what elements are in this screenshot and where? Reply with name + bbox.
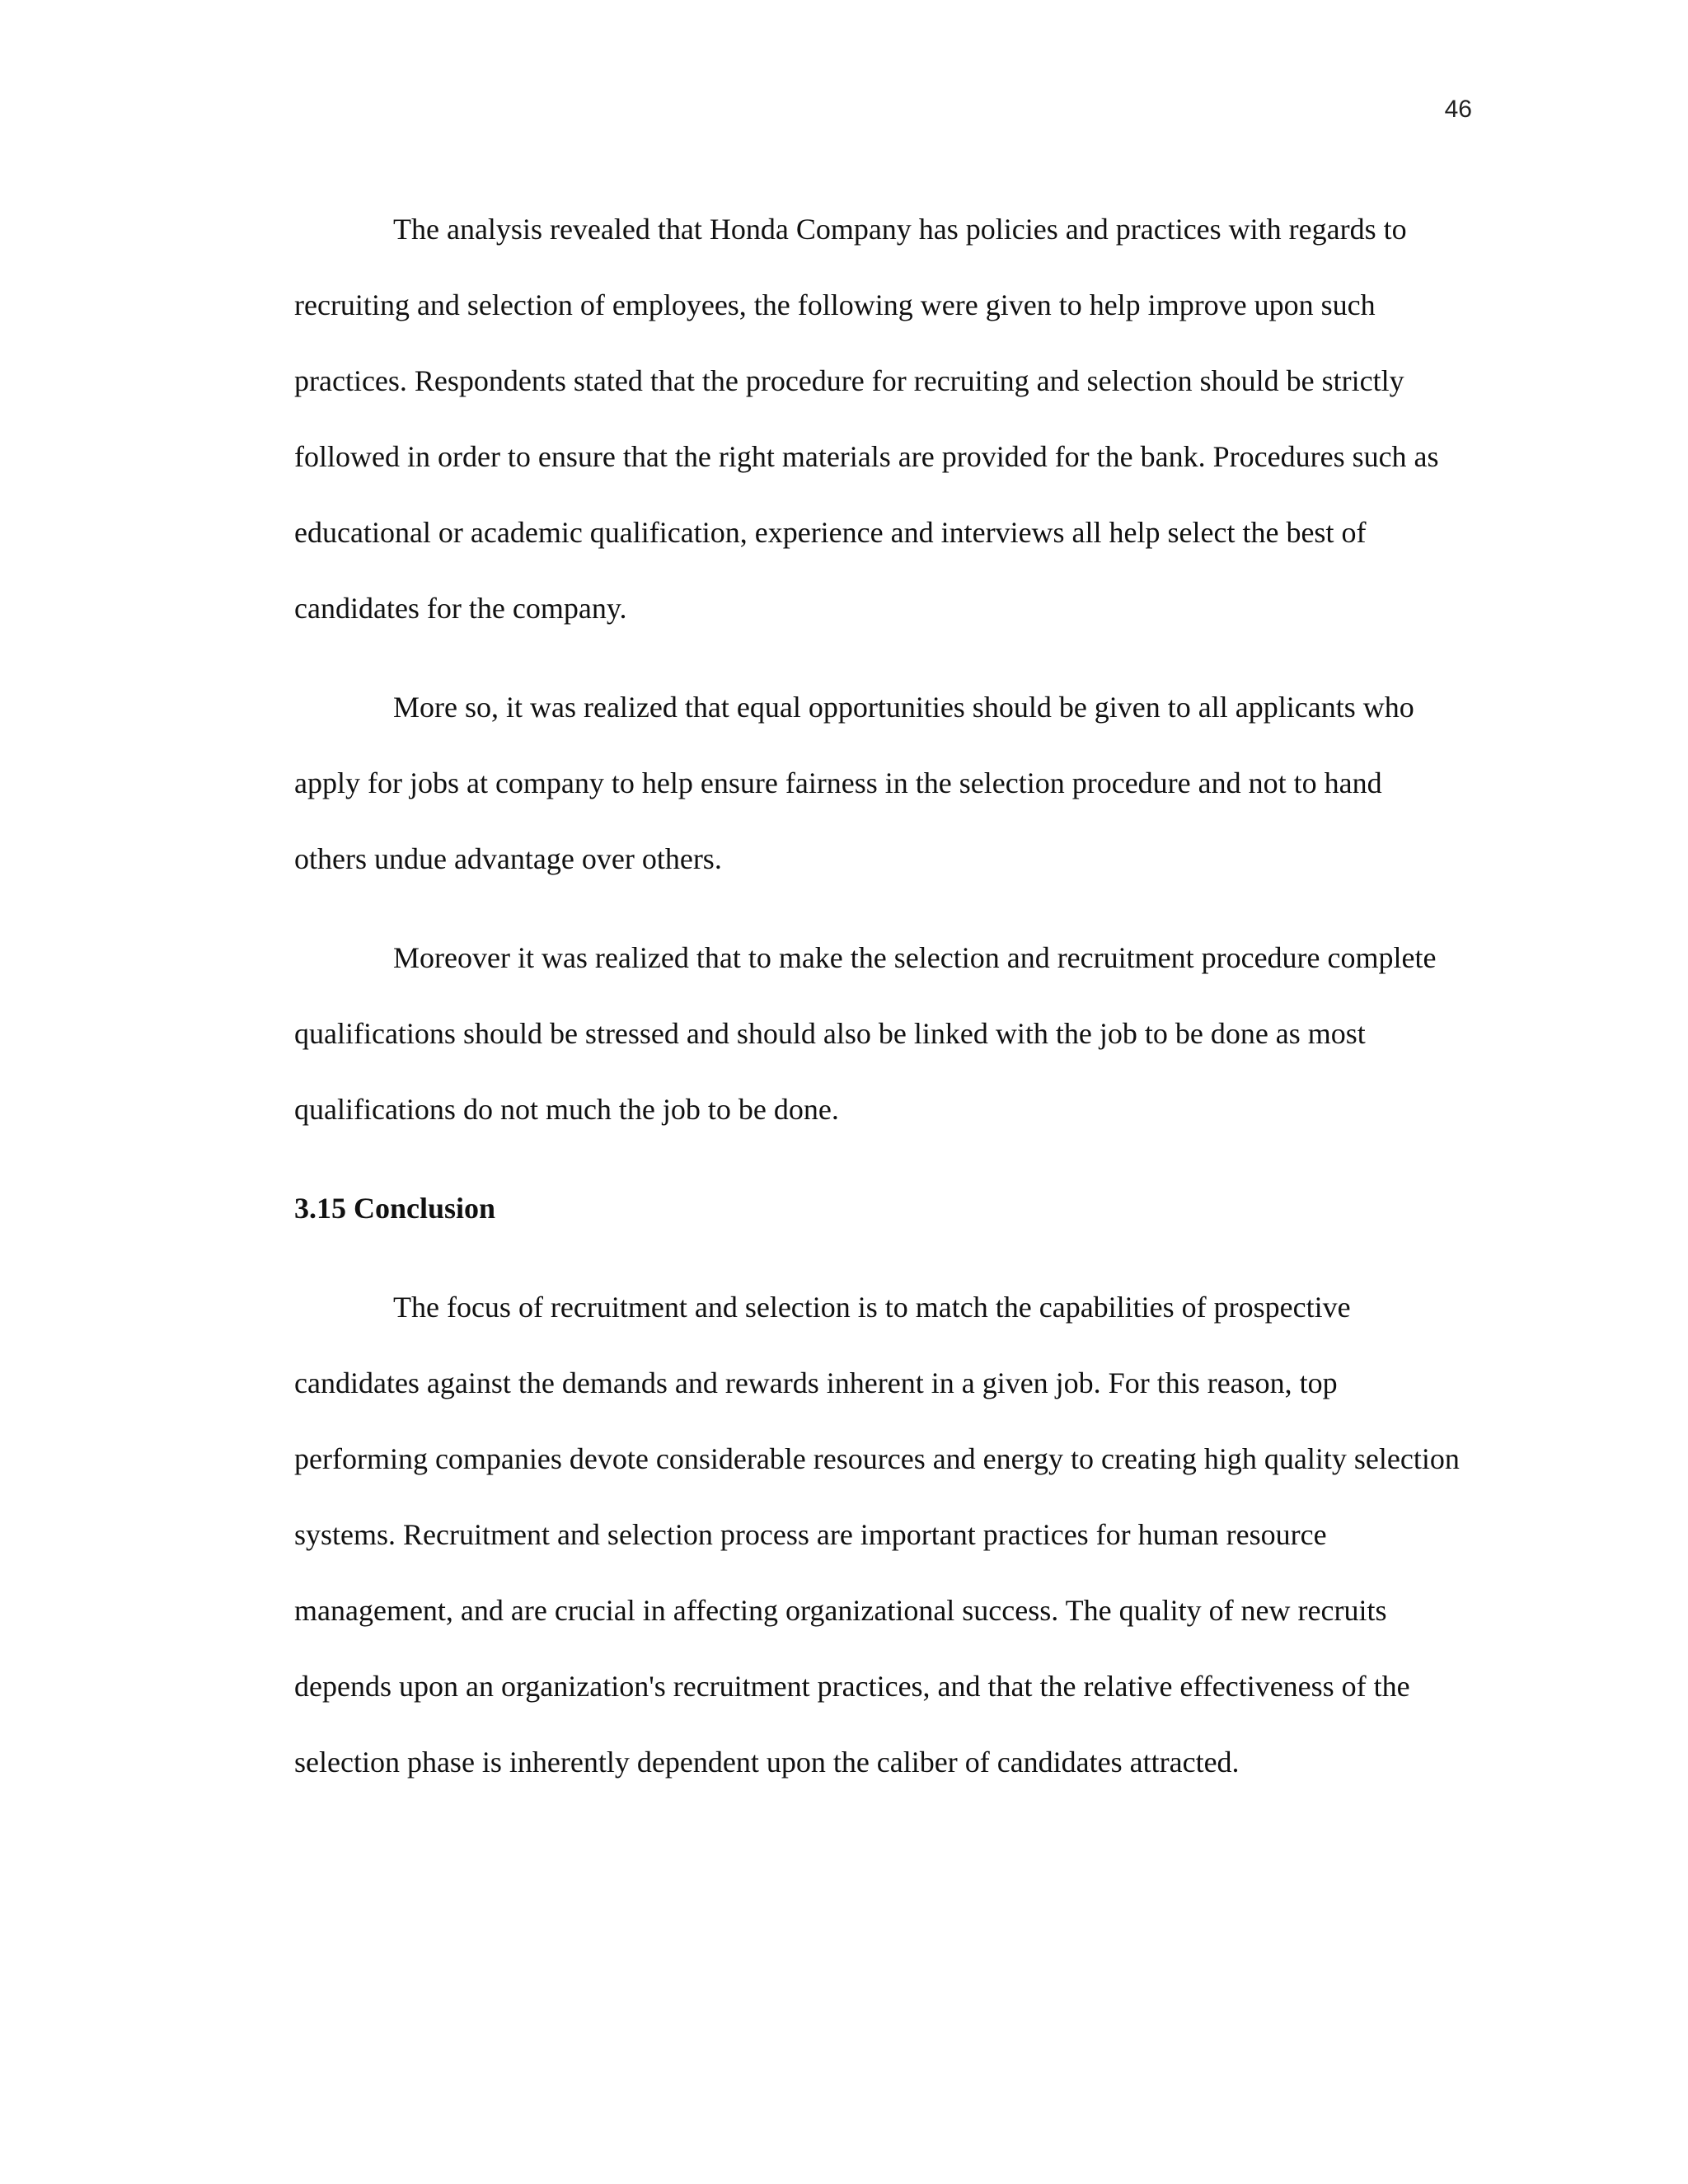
section-heading-conclusion: 3.15 Conclusion bbox=[294, 1192, 496, 1225]
paragraph-equal-opportunities: More so, it was realized that equal opportunities should be given to all applicants who apply for jobs at company to help ensure fairness in the selection procedure and not to hand others undue advantage over others. bbox=[294, 691, 1414, 875]
page-number: 46 bbox=[1444, 96, 1472, 123]
paragraph-conclusion: The focus of recruitment and selection is to match the capabilities of prospective candidates against the demands and rewards inherent in a given job. For this reason, top performing companies devote considerable resources and energy to creating high quality selection systems. Recruitment and selection process are important practices for human resource management, and are crucial in affecting organizational success. The quality of new recruits depends upon an organization's recruitment practices, and that the relative effectiveness of the selection phase is inherently dependent upon the caliber of candidates attracted. bbox=[294, 1291, 1460, 1779]
paragraph-analysis: The analysis revealed that Honda Company has policies and practices with regards to recruiting and selection of employees, the following were given to help improve upon such practices. Respondents stated that the procedure for recruiting and selection should be strictly followed in order to ensure that the right materials are provided for the bank. Procedures such as educational or academic qualification, experience and interviews all help select the best of candidates for the company. bbox=[294, 213, 1439, 625]
paragraph-qualifications: Moreover it was realized that to make the selection and recruitment procedure complete qualifications should be stressed and should also be linked with the job to be done as most qualifications do not much the job to be done. bbox=[294, 941, 1437, 1126]
document-body bbox=[294, 191, 1461, 1823]
